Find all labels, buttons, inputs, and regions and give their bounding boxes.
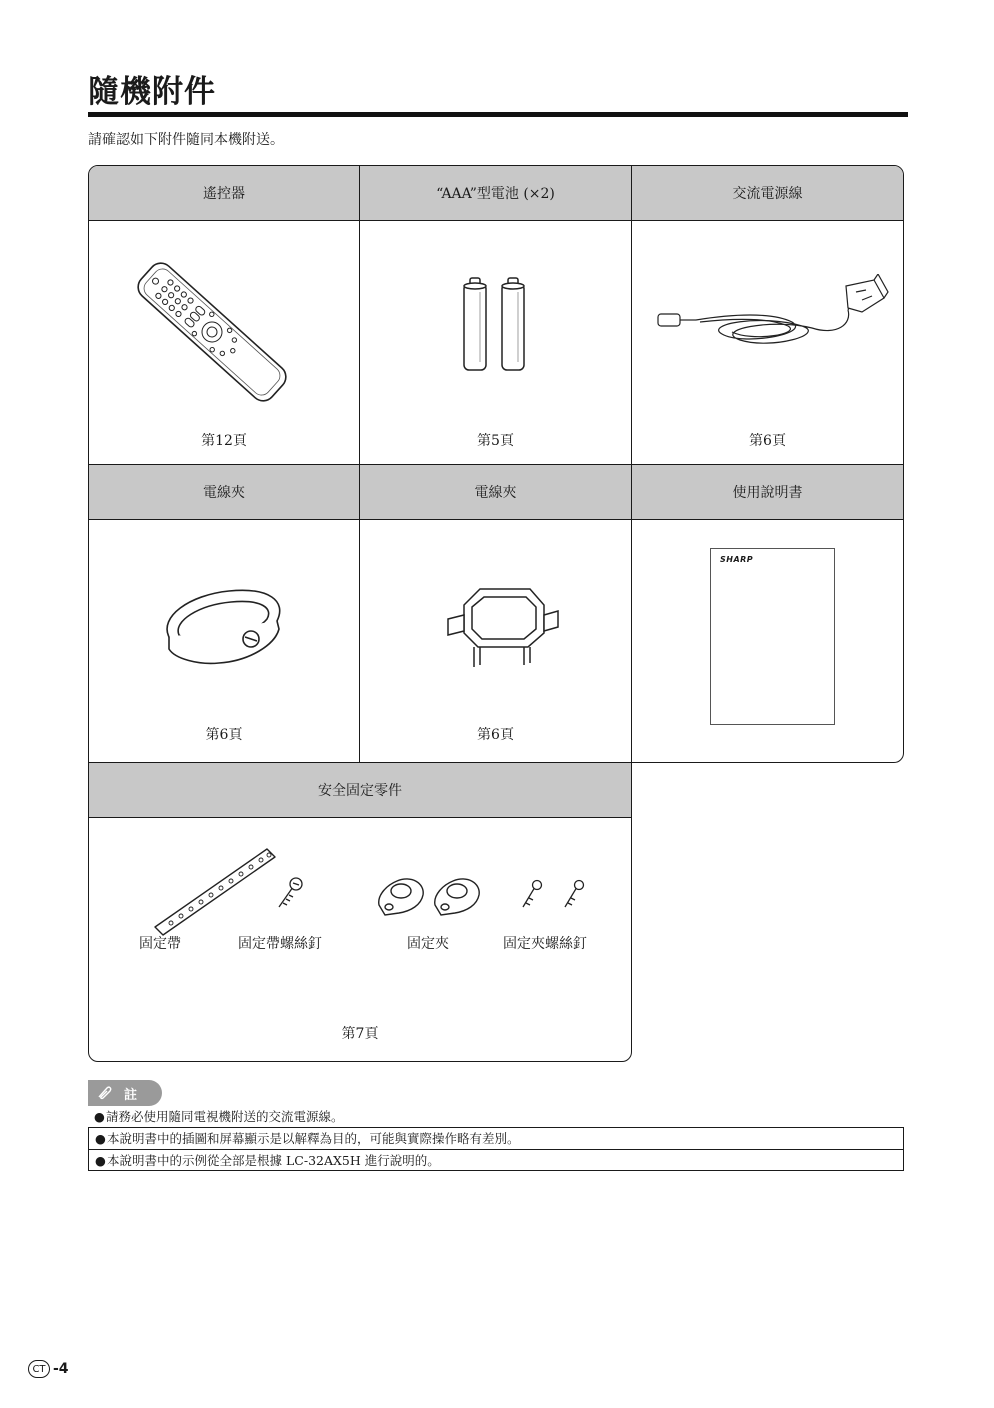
bullet-icon: ● bbox=[94, 1109, 105, 1124]
fixing-band-icon bbox=[149, 843, 279, 939]
note-badge bbox=[88, 1080, 162, 1106]
safety-kit-name: 安全固定零件 bbox=[318, 783, 402, 799]
boxed-notes bbox=[88, 1127, 904, 1171]
cable-clamp-bracket-icon bbox=[440, 575, 560, 675]
part-label: 固定帶螺絲釘 bbox=[238, 936, 322, 952]
region-code: CT bbox=[28, 1360, 50, 1378]
bullet-icon: ● bbox=[95, 1153, 106, 1168]
safety-kit-cell bbox=[88, 762, 632, 1062]
page-title: 隨機附件 bbox=[88, 74, 216, 110]
accessory-name: 遙控器 bbox=[203, 186, 245, 202]
note-item: ●本說明書中的插圖和屏幕顯示是以解釋為目的，可能與實際操作略有差別。 bbox=[89, 1128, 903, 1149]
page-reference: 第7頁 bbox=[341, 1026, 379, 1042]
cell-header bbox=[89, 465, 359, 520]
accessory-cell-clamp-ring bbox=[88, 464, 360, 763]
page-reference: 第5頁 bbox=[477, 433, 514, 449]
cable-clamp-ring-icon bbox=[159, 577, 289, 677]
note-badge-label: 註 bbox=[124, 1087, 138, 1103]
title-rule bbox=[88, 112, 908, 117]
aaa-batteries-icon bbox=[460, 274, 530, 374]
notes-list bbox=[88, 1106, 904, 1171]
clip-screws-icon bbox=[519, 879, 595, 909]
page-reference: 第12頁 bbox=[201, 433, 247, 449]
cell-header bbox=[632, 166, 903, 221]
accessory-name: “AAA”型電池 (×2) bbox=[436, 186, 555, 202]
cell-header bbox=[360, 166, 631, 221]
accessory-name: 電線夾 bbox=[474, 485, 517, 501]
note-item: ●請務必使用隨同電視機附送的交流電源線。 bbox=[88, 1106, 904, 1127]
sharp-logo: SHARP bbox=[720, 555, 754, 564]
page-number-value: -4 bbox=[53, 1361, 69, 1377]
cell-header bbox=[632, 465, 903, 520]
page-reference: 第6頁 bbox=[477, 727, 514, 743]
bullet-icon: ● bbox=[95, 1131, 106, 1146]
accessory-name: 交流電源線 bbox=[732, 186, 803, 202]
band-screw-icon bbox=[275, 877, 305, 911]
cell-header bbox=[89, 763, 631, 818]
remote-control-icon bbox=[137, 252, 287, 412]
accessory-cell-power-cord bbox=[631, 165, 904, 465]
page-number bbox=[28, 1360, 69, 1378]
page-reference: 第6頁 bbox=[205, 727, 243, 743]
accessory-cell-clamp-bracket bbox=[359, 464, 632, 763]
part-label: 固定夾 bbox=[407, 936, 449, 952]
page-reference: 第6頁 bbox=[749, 433, 786, 449]
operation-manual-icon bbox=[710, 548, 835, 725]
accessory-name: 使用說明書 bbox=[732, 485, 803, 501]
fixing-clip-icon bbox=[375, 871, 485, 919]
part-label: 固定帶 bbox=[139, 936, 181, 952]
cell-header bbox=[89, 166, 359, 221]
note-item: ●本說明書中的示例從全部是根據 LC-32AX5H 進行說明的。 bbox=[89, 1149, 903, 1170]
ac-power-cord-icon bbox=[652, 274, 892, 364]
cell-header bbox=[360, 465, 631, 520]
part-label: 固定夾螺絲釘 bbox=[503, 936, 587, 952]
intro-text: 請確認如下附件隨同本機附送。 bbox=[88, 132, 284, 148]
accessory-name: 電線夾 bbox=[203, 485, 245, 501]
accessory-cell-manual bbox=[631, 464, 904, 763]
accessory-cell-remote bbox=[88, 165, 360, 465]
paperclip-icon bbox=[96, 1085, 114, 1101]
accessory-cell-batteries bbox=[359, 165, 632, 465]
